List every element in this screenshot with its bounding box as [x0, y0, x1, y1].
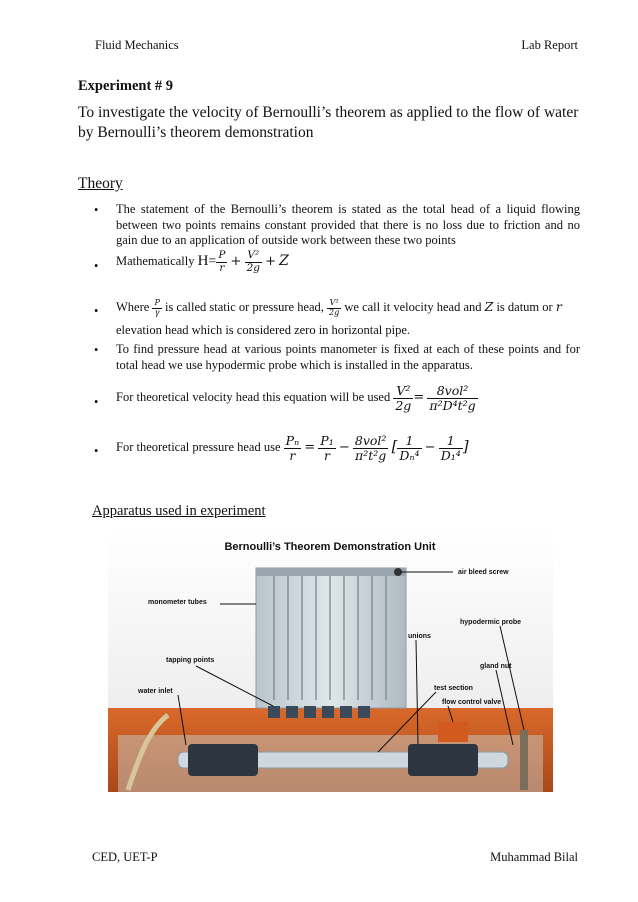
experiment-title: Experiment # 9 [78, 78, 174, 94]
label-air-bleed: air bleed screw [458, 569, 509, 576]
where-text-3: is datum or [496, 300, 553, 314]
symbol-Z: Z [484, 299, 494, 314]
label-flow-valve: flow control valve [442, 699, 502, 706]
tapping-point [358, 706, 370, 718]
figure-title: Bernoulli’s Theorem Demonstration Unit [224, 541, 436, 553]
where-text-end: elevation head which is considered zero in horizontal pipe. [116, 323, 410, 337]
bullet-marker: • [94, 343, 99, 357]
fraction-numerator: Pₙ [285, 432, 300, 448]
label-gland: gland nut [480, 663, 512, 670]
bullet-marker: • [94, 259, 99, 273]
tapping-point [268, 706, 280, 718]
equation-H: H [197, 253, 209, 269]
fraction-numerator: 1 [397, 434, 421, 449]
plus-sign: + [265, 254, 276, 269]
equals-sign: = [304, 440, 316, 455]
manometer-top-manifold [256, 568, 406, 576]
bullet-marker: • [94, 444, 99, 458]
label-tapping: tapping points [166, 657, 215, 664]
label-unions: unions [408, 633, 431, 640]
where-text-2: we call it velocity head and [344, 300, 482, 314]
apparatus-heading: Apparatus used in experiment [92, 503, 266, 519]
symbol-Z: Z [279, 253, 289, 269]
theory-bullet-pressure-eq [116, 427, 580, 467]
label-hypodermic: hypodermic probe [460, 619, 522, 626]
hypodermic-probe [520, 730, 528, 790]
fraction-numerator: P₁ [320, 432, 334, 448]
header-right: Lab Report [521, 38, 578, 52]
tapping-point [322, 706, 334, 718]
fraction-one-over-dn4 [397, 434, 421, 463]
minus-sign: − [338, 440, 350, 455]
fraction-numerator: V² [245, 250, 262, 263]
manometer-panel [256, 568, 406, 708]
fraction-denominator: 2g [329, 307, 340, 317]
theory-bullet-manometer: To find pressure head at various points manometer is fixed at each of these points and for total head we use hypodermic probe which is installed in the apparatus. [116, 342, 580, 372]
pressure-eq-label: For theoretical pressure head use [116, 440, 281, 454]
fraction-denominator: π²t²g [355, 447, 387, 463]
velocity-eq-label: For theoretical velocity head this equation will be used [116, 390, 391, 404]
theory-bullet-velocity-eq [116, 378, 580, 417]
mathematically-label: Mathematically [116, 254, 195, 268]
tapping-point [304, 706, 316, 718]
bullet-marker: • [94, 203, 99, 217]
inlet-union [188, 744, 258, 776]
apparatus-photo [108, 530, 553, 792]
fraction-static-head [152, 299, 161, 318]
tapping-point [286, 706, 298, 718]
fraction-numerator: V² [327, 299, 341, 309]
label-manometer: monometer tubes [148, 599, 207, 606]
fraction-numerator: 1 [439, 434, 463, 449]
where-label: Where [116, 300, 150, 314]
fraction-pressure-head [216, 250, 227, 274]
fraction-denominator: 2g [395, 397, 412, 413]
fraction-numerator: V² [393, 384, 413, 399]
fraction-denominator: 2g [246, 261, 260, 274]
fraction-one-over-d14 [439, 434, 463, 463]
fraction-pn [284, 434, 301, 463]
label-water-inlet: water inlet [138, 688, 173, 695]
equals-sign: = [208, 254, 217, 269]
footer-right: Muhammad Bilal [490, 850, 578, 864]
bullet-marker: • [94, 304, 99, 318]
theory-bullet-statement: The statement of the Bernoulli’s theorem is stated as the total head of a liquid flowing between two points remains constant provided that there is no loss due to friction and no gain due to an application of outside work between these two points [116, 202, 580, 247]
bullet-marker: • [94, 395, 99, 409]
minus-sign: − [424, 440, 436, 455]
theory-bullet-mathematically [116, 246, 580, 277]
fraction-denominator: π²D⁴t²g [429, 397, 476, 413]
fraction-p1 [318, 434, 335, 463]
fraction-denominator: r [289, 447, 296, 463]
fraction-numerator: P [218, 249, 226, 262]
fraction-denominator: γ [154, 307, 160, 317]
fraction-velocity-rhs [427, 384, 477, 413]
outlet-union [408, 744, 478, 776]
fraction-denominator: D₁⁴ [440, 447, 461, 463]
fraction-volume [353, 434, 389, 463]
right-bracket: ] [462, 437, 469, 455]
theory-heading: Theory [78, 175, 123, 192]
plus-sign: + [230, 254, 242, 269]
fraction-velocity-lhs [393, 384, 413, 413]
where-text-1: is called static or pressure head, [164, 300, 324, 314]
theory-bullet-where [116, 294, 580, 320]
equals-sign: = [413, 390, 425, 405]
flow-control-valve [438, 722, 468, 742]
fraction-denominator: r [219, 261, 225, 274]
footer-left: CED, UET-P [92, 850, 158, 864]
fraction-numerator: 8vol² [354, 432, 387, 448]
experiment-aim: To investigate the velocity of Bernoulli’s theorem as applied to the flow of water by Bernoulli’s theorem demonstration [78, 104, 579, 141]
tapping-point [340, 706, 352, 718]
fraction-denominator: Dₙ⁴ [399, 447, 420, 463]
fraction-denominator: r [324, 447, 330, 463]
fraction-numerator: 8vol² [427, 384, 477, 399]
fraction-velocity-head-small [327, 299, 341, 318]
fraction-numerator: P [154, 297, 160, 307]
left-bracket: [ [391, 437, 398, 455]
header-left: Fluid Mechanics [95, 38, 179, 52]
fraction-velocity-head [245, 250, 262, 274]
label-test-section: test section [434, 685, 473, 692]
symbol-r: r [555, 299, 562, 314]
